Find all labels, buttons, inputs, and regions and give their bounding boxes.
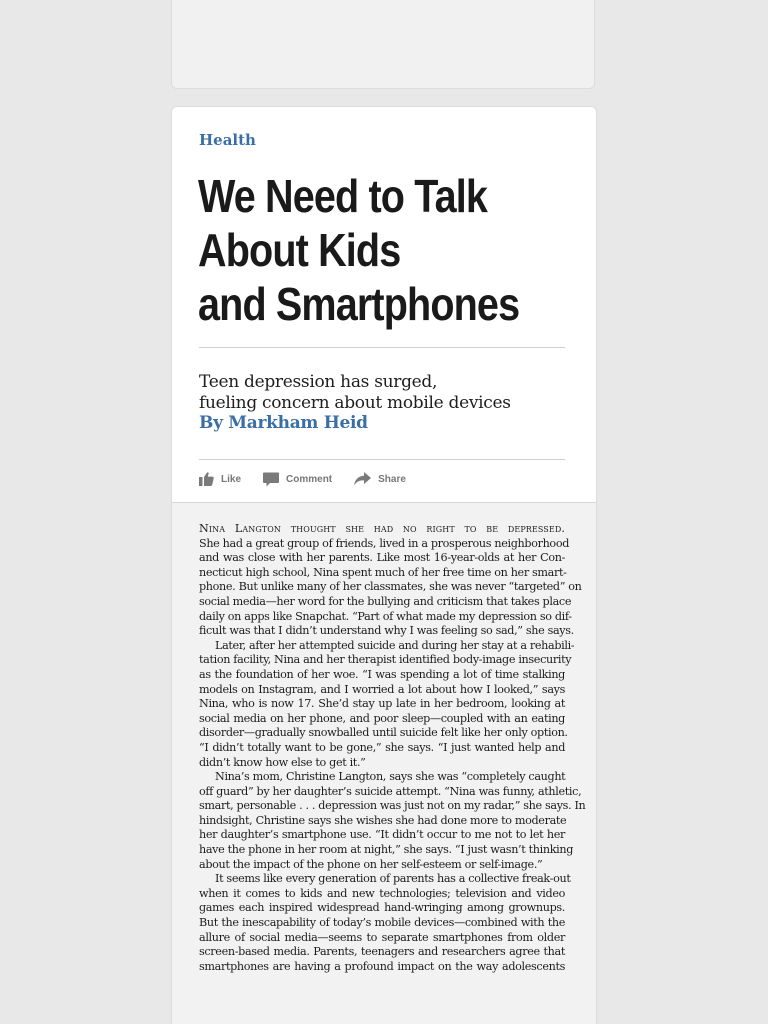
body-line: and was close with her parents. Like most 16-year-olds at her Con- bbox=[199, 551, 565, 565]
speech-bubble-icon bbox=[263, 472, 279, 487]
article-body bbox=[172, 503, 596, 1024]
social-actions bbox=[199, 469, 428, 489]
share-button[interactable] bbox=[354, 472, 406, 486]
article-card bbox=[171, 106, 597, 1024]
headline-line: and Smartphones bbox=[198, 278, 520, 330]
body-line: screen-based media. Parents, teenagers and researchers agree that bbox=[199, 945, 565, 959]
subheadline-line: fueling concern about mobile devices bbox=[199, 393, 511, 413]
headline-line: About Kids bbox=[198, 224, 401, 276]
actions-divider bbox=[199, 459, 565, 460]
category-label[interactable]: Health bbox=[199, 131, 256, 149]
body-line: Nina’s mom, Christine Langton, says she was “completely caught bbox=[215, 770, 566, 784]
body-line: have the phone in her room at night,” she says. “I just wasn’t thinking bbox=[199, 843, 574, 857]
body-line: ficult was that I didn’t understand why I was feeling so sad,” she says. bbox=[199, 624, 574, 638]
body-line: smartphones are having a profound impact on the way adolescents bbox=[199, 959, 565, 973]
body-line: But the inescapability of today’s mobile devices—combined with the bbox=[199, 916, 565, 930]
body-line: Later, after her attempted suicide and during her stay at a rehabili- bbox=[215, 638, 575, 652]
like-label: Like bbox=[221, 473, 242, 485]
comment-label: Comment bbox=[286, 473, 333, 485]
body-line: It seems like every generation of parents has a collective freak-out bbox=[215, 872, 571, 886]
article-text bbox=[199, 522, 586, 974]
body-line: didn’t know how else to get it.” bbox=[199, 755, 366, 769]
body-line: social media on her phone, and poor sleep—coupled with an eating bbox=[199, 711, 565, 725]
body-line: games each inspired widespread hand-wringing among grownups. bbox=[199, 901, 565, 915]
body-line: daily on apps like Snapchat. “Part of what made my depression so dif- bbox=[199, 609, 572, 623]
body-line: “I didn’t totally want to be gone,” she says. “I just wanted help and bbox=[199, 740, 565, 754]
lead-in: Nina Langton thought she had no right to be depressed. bbox=[199, 522, 565, 535]
subheadline bbox=[199, 372, 569, 414]
byline[interactable]: By Markham Heid bbox=[199, 413, 368, 433]
body-line: necticut high school, Nina spent much of her free time on her smart- bbox=[199, 565, 567, 579]
header-divider bbox=[199, 347, 565, 348]
body-line: disorder—gradually snowballed until suicide felt like her only option. bbox=[199, 726, 568, 740]
body-line: off guard” by her daughter’s suicide attempt. “Nina was funny, athletic, bbox=[199, 784, 582, 798]
body-line: She had a great group of friends, lived in a prosperous neighborhood bbox=[199, 536, 570, 550]
body-line: her daughter’s smartphone use. “It didn’t occur to me not to let her bbox=[199, 828, 565, 842]
article-header bbox=[172, 107, 596, 503]
body-line: when it comes to kids and new technologies; television and video bbox=[199, 886, 565, 900]
body-line: as the foundation of her woe. “I was spending a lot of time stalking bbox=[199, 667, 565, 681]
body-line: models on Instagram, and I worried a lot about how I looked,” says bbox=[199, 682, 565, 696]
subheadline-line: Teen depression has surged, bbox=[199, 372, 438, 392]
body-line: smart, personable . . . depression was just not on my radar,” she says. In bbox=[199, 799, 586, 813]
headline bbox=[198, 169, 525, 331]
share-arrow-icon bbox=[354, 472, 371, 486]
body-line: hindsight, Christine says she wishes she had done more to moderate bbox=[199, 813, 567, 827]
comment-button[interactable] bbox=[263, 472, 332, 487]
body-line: Nina, who is now 17. She’d stay up late in her bedroom, looking at bbox=[199, 697, 565, 711]
thumbs-up-icon bbox=[199, 472, 214, 486]
previous-article-card[interactable] bbox=[171, 0, 595, 89]
body-line: about the impact of the phone on her self-esteem or self-image.” bbox=[199, 857, 543, 871]
body-line: tation facility, Nina and her therapist identified body-image insecurity bbox=[199, 653, 572, 667]
like-button[interactable] bbox=[199, 472, 241, 486]
headline-line: We Need to Talk bbox=[198, 170, 488, 222]
body-line: social media—her word for the bullying and criticism that takes place bbox=[199, 594, 572, 608]
body-line: phone. But unlike many of her classmates, she was never “targeted” on bbox=[199, 580, 582, 594]
body-line: allure of social media—seems to separate smartphones from older bbox=[199, 930, 565, 944]
share-label: Share bbox=[378, 473, 406, 485]
